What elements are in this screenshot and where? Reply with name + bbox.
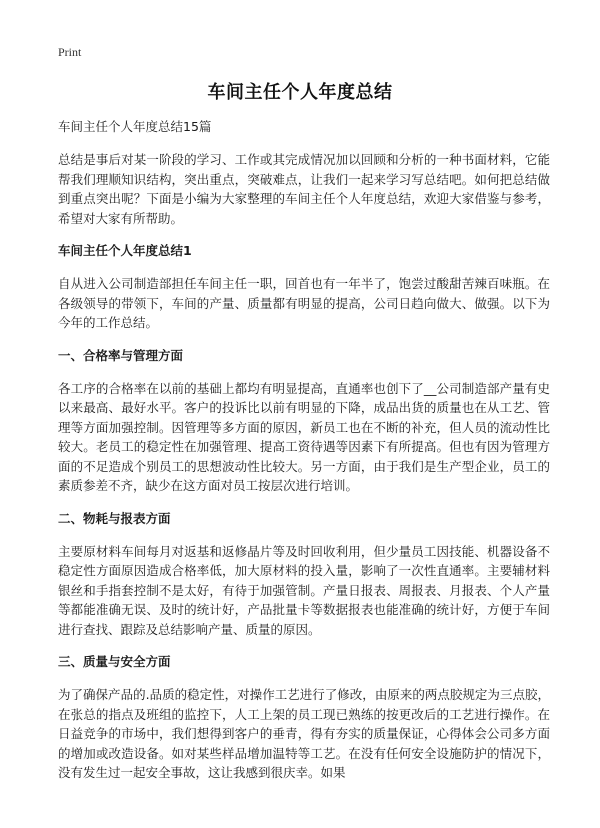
section-body-quality-safety: 为了确保产品的.品质的稳定性，对操作工艺进行了修改，由原来的两点胶规定为三点胶，在张总的指点及班组的监控下，人工上架的员工现已熟练的按更改后的工艺进行操作。在日益竞争的市场中，我们想得到客户的垂青，得有夯实的质量保证，心得体会公司多方面的增加或改造设备。如对某些样品增加温特等工艺。在没有任何安全设施防护的情况下，没有发生过一起安全事故，这让我感到很庆幸。如果 [58, 687, 550, 780]
document-title: 车间主任个人年度总结 [207, 82, 393, 103]
section-body-quality-management: 各工序的合格率在以前的基础上都均有明显提高，直通率也创下了__公司制造部产量有史以来最高、最好水平。客户的投诉比以前有明显的下降，成品出货的质量也在从工艺、管理等方面加强控制。因管理等多方面的原因，新员工也在不断的补充，但人员的流动性比较大。老员工的稳定性在加强管理、提高工资待遇等因素下有所提高。但也有因为管理方面的不足造成个别员工的思想波动性比较大。另一方面，由于我们是生产型企业，员工的素质参差不齐，缺少在这方面对员工按层次进行培训。 [58, 380, 550, 493]
intro-paragraph: 总结是事后对某一阶段的学习、工作或其完成情况加以回顾和分析的一种书面材料，它能帮我们理顺知识结构，突出重点，突破难点，让我们一起来学习写总结吧。如何把总结做到重点突出呢？下面是小编为大家整理的车间主任个人年度总结，欢迎大家借鉴与参考，希望对大家有所帮助。 [58, 152, 550, 226]
section-heading-materials-reports: 二、物耗与报表方面 [58, 510, 171, 526]
section-heading-quality-management: 一、合格率与管理方面 [58, 347, 184, 363]
section-body-materials-reports: 主要原材料车间每月对返基和返修晶片等及时回收利用，但少量员工因技能、机器设备不稳定性方面原因造成合格率低，加大原材料的投入量，影响了一次性直通率。主要辅材料银丝和手指套控制不是太好，有待于加强管制。产量日报表、周报表、月报表、个人产量等都能准确无误、及时的统计好，产品批量卡等数据报表也能准确的统计好，方便于车间进行查找、跟踪及总结影响产量、质量的原因。 [58, 543, 550, 637]
document-subtitle: 车间主任个人年度总结15篇 [58, 119, 212, 134]
section-heading-quality-safety: 三、质量与安全方面 [58, 654, 171, 669]
document-body [58, 118, 550, 797]
opening-paragraph: 自从进入公司制造部担任车间主任一职，回首也有一年半了，饱尝过酸甜苦辣百味瓶。在各级领导的带领下，车间的产量、质量都有明显的提高，公司日趋向做大、做强。以下为今年的工作总结。 [58, 276, 550, 330]
article-title: 车间主任个人年度总结1 [58, 243, 192, 258]
print-label: Print [58, 45, 82, 59]
